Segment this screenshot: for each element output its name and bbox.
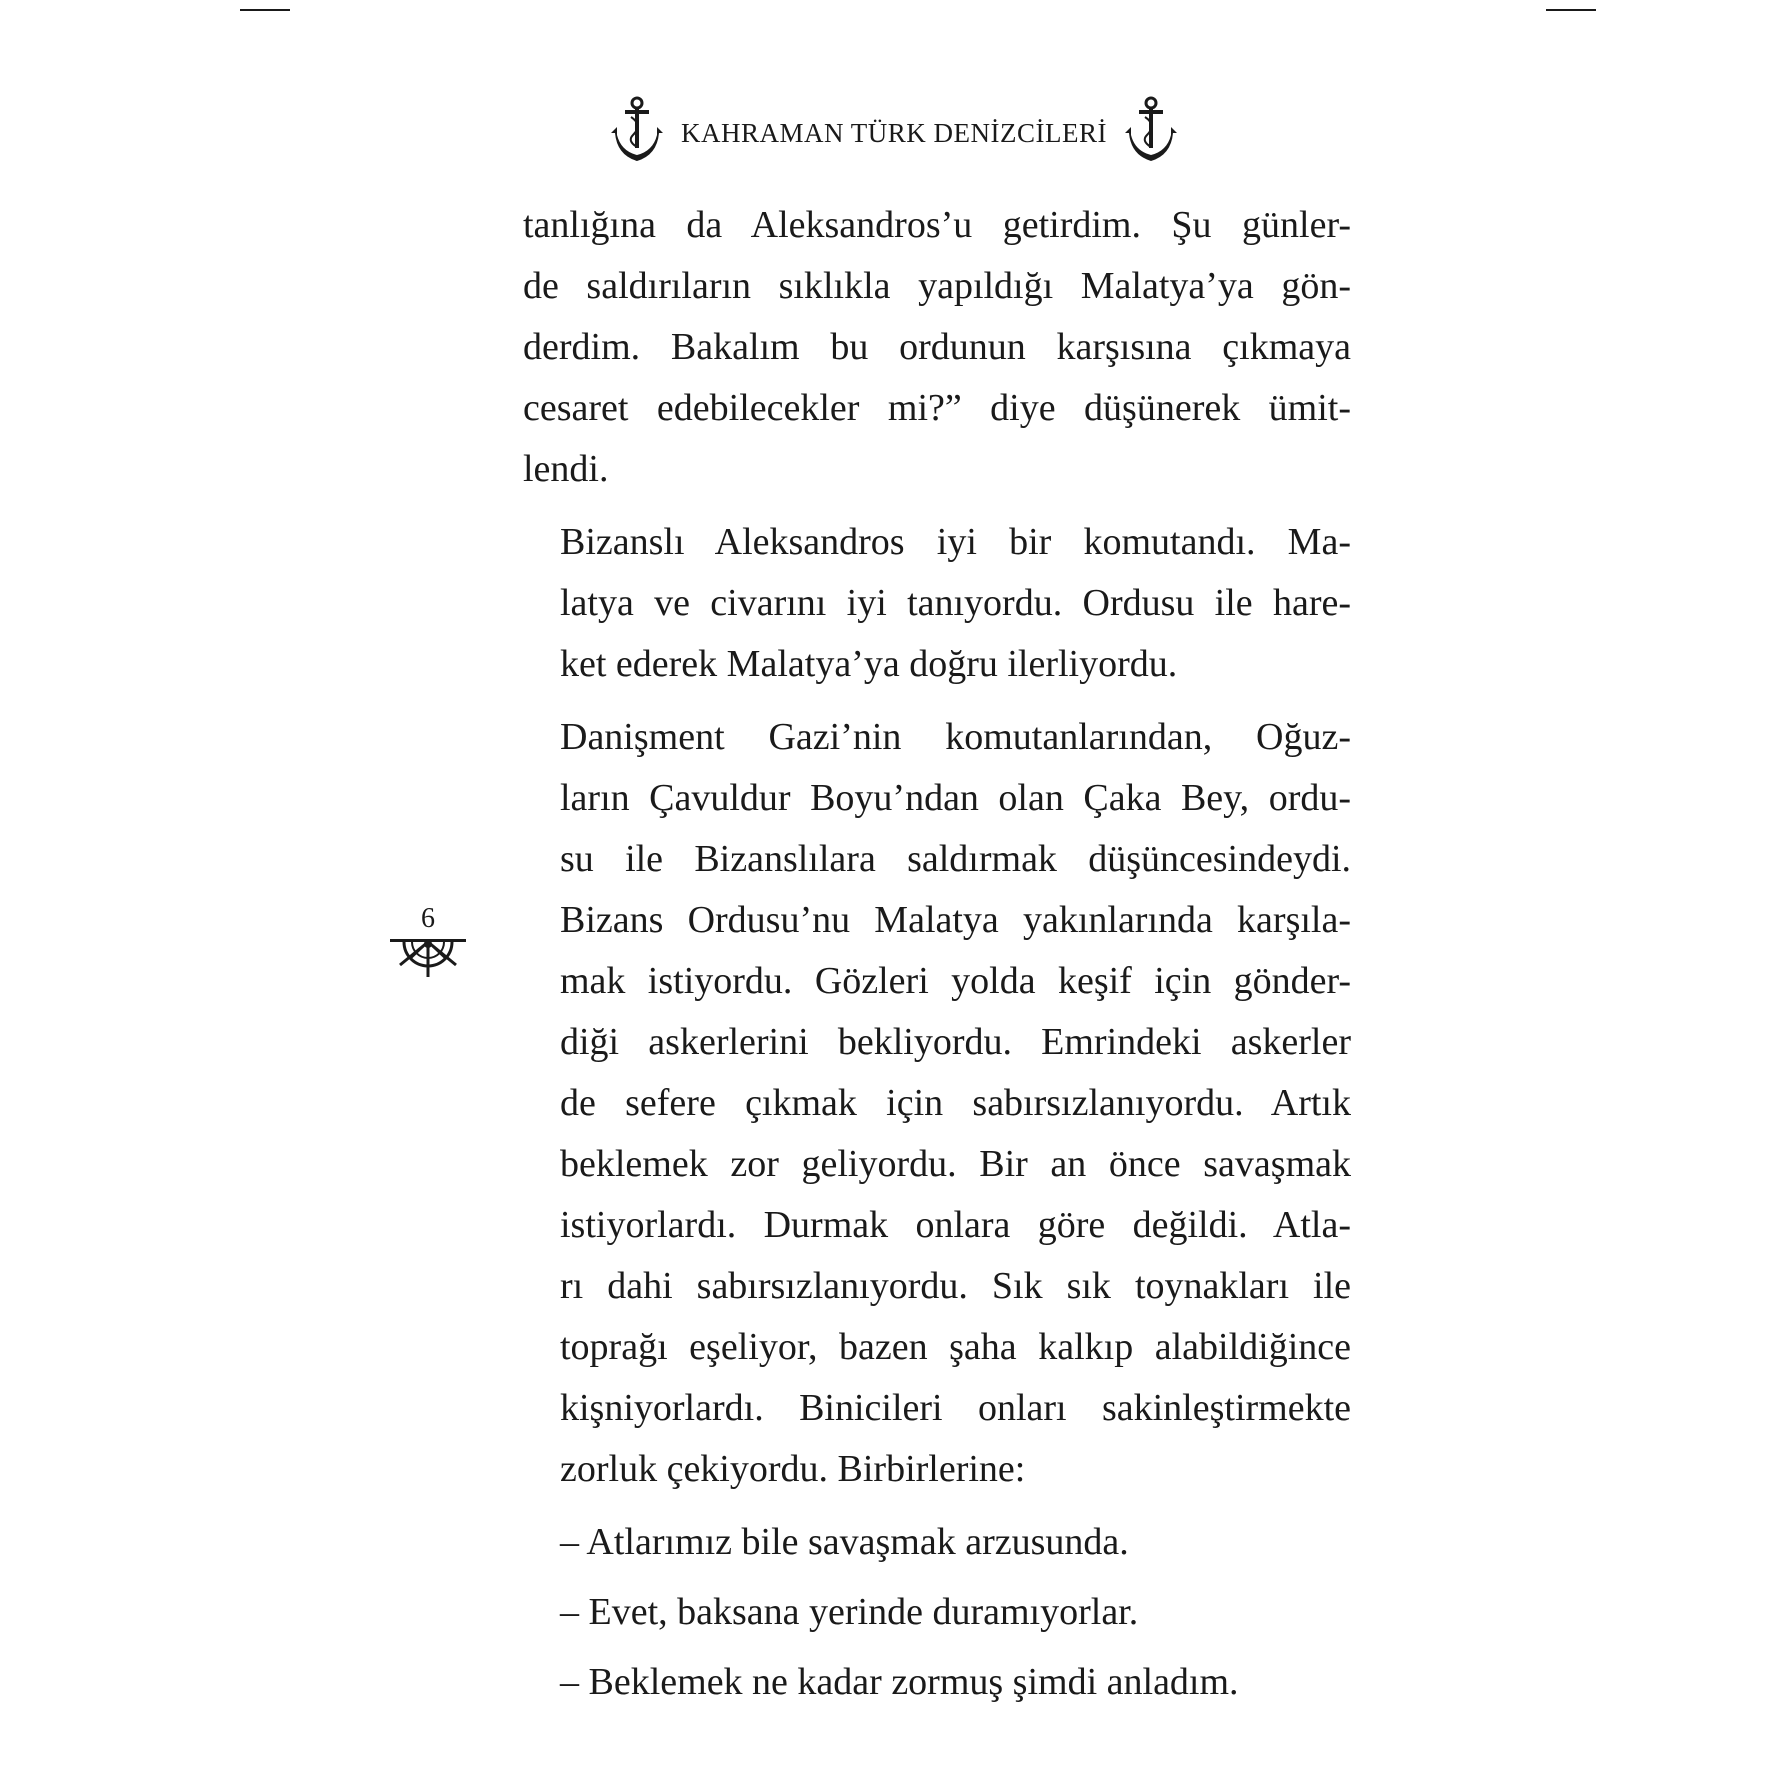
running-title: KAHRAMAN TÜRK DENİZCİLERİ bbox=[681, 117, 1107, 148]
crop-mark-left bbox=[240, 9, 290, 11]
text-line: mak istiyordu. Gözleri yolda keşif için gönder- bbox=[560, 960, 1351, 1002]
dialogue-line: – Atlarımız bile savaşmak arzusunda. bbox=[560, 1521, 1129, 1563]
anchor-icon bbox=[1121, 95, 1181, 163]
body-text bbox=[523, 195, 1351, 1722]
text-line: cesaret edebilecekler mi?” diye düşünerek ümit- bbox=[523, 387, 1351, 429]
dialogue-block bbox=[523, 1512, 1351, 1713]
text-line: de sefere çıkmak için sabırsızlanıyordu. Artık bbox=[560, 1082, 1351, 1124]
page-number: 6 bbox=[421, 903, 435, 934]
crop-mark-right bbox=[1546, 9, 1596, 11]
text-line: beklemek zor geliyordu. Bir an önce savaşmak bbox=[560, 1143, 1351, 1185]
dialogue-line: – Beklemek ne kadar zormuş şimdi anladım. bbox=[560, 1661, 1239, 1703]
text-line: derdim. Bakalım bu ordunun karşısına çıkmaya bbox=[523, 326, 1351, 368]
text-line: Bizanslı Aleksandros iyi bir komutandı. Ma- bbox=[560, 521, 1351, 563]
paragraph bbox=[523, 512, 1351, 695]
paragraph bbox=[523, 195, 1351, 500]
dialogue-line: – Evet, baksana yerinde duramıyorlar. bbox=[560, 1591, 1139, 1633]
running-header bbox=[0, 95, 1788, 163]
text-line: latya ve civarını iyi tanıyordu. Ordusu ile hare- bbox=[560, 582, 1351, 624]
text-line: toprağı eşeliyor, bazen şaha kalkıp alabildiğince bbox=[560, 1326, 1351, 1368]
anchor-icon bbox=[607, 95, 667, 163]
ship-wheel-icon bbox=[390, 935, 466, 979]
text-line: su ile Bizanslılara saldırmak düşüncesindeydi. bbox=[560, 838, 1351, 880]
text-line: tanlığına da Aleksandros’u getirdim. Şu günler- bbox=[523, 204, 1351, 246]
text-line: zorluk çekiyordu. Birbirlerine: bbox=[560, 1448, 1026, 1490]
text-line: ket ederek Malatya’ya doğru ilerliyordu. bbox=[560, 643, 1178, 685]
paragraph bbox=[523, 707, 1351, 1500]
text-line: rı dahi sabırsızlanıyordu. Sık sık toynakları ile bbox=[560, 1265, 1351, 1307]
text-line: diği askerlerini bekliyordu. Emrindeki askerler bbox=[560, 1021, 1351, 1063]
page-number-block bbox=[390, 905, 466, 979]
text-line: istiyorlardı. Durmak onlara göre değildi. Atla- bbox=[560, 1204, 1351, 1246]
text-line: lendi. bbox=[523, 448, 609, 490]
text-line: de saldırıların sıklıkla yapıldığı Malatya’ya gön- bbox=[523, 265, 1351, 307]
text-line: kişniyorlardı. Binicileri onları sakinleştirmekte bbox=[560, 1387, 1351, 1429]
text-line: Danişment Gazi’nin komutanlarından, Oğuz- bbox=[560, 716, 1351, 758]
text-line: ların Çavuldur Boyu’ndan olan Çaka Bey, ordu- bbox=[560, 777, 1351, 819]
text-line: Bizans Ordusu’nu Malatya yakınlarında karşıla- bbox=[560, 899, 1351, 941]
